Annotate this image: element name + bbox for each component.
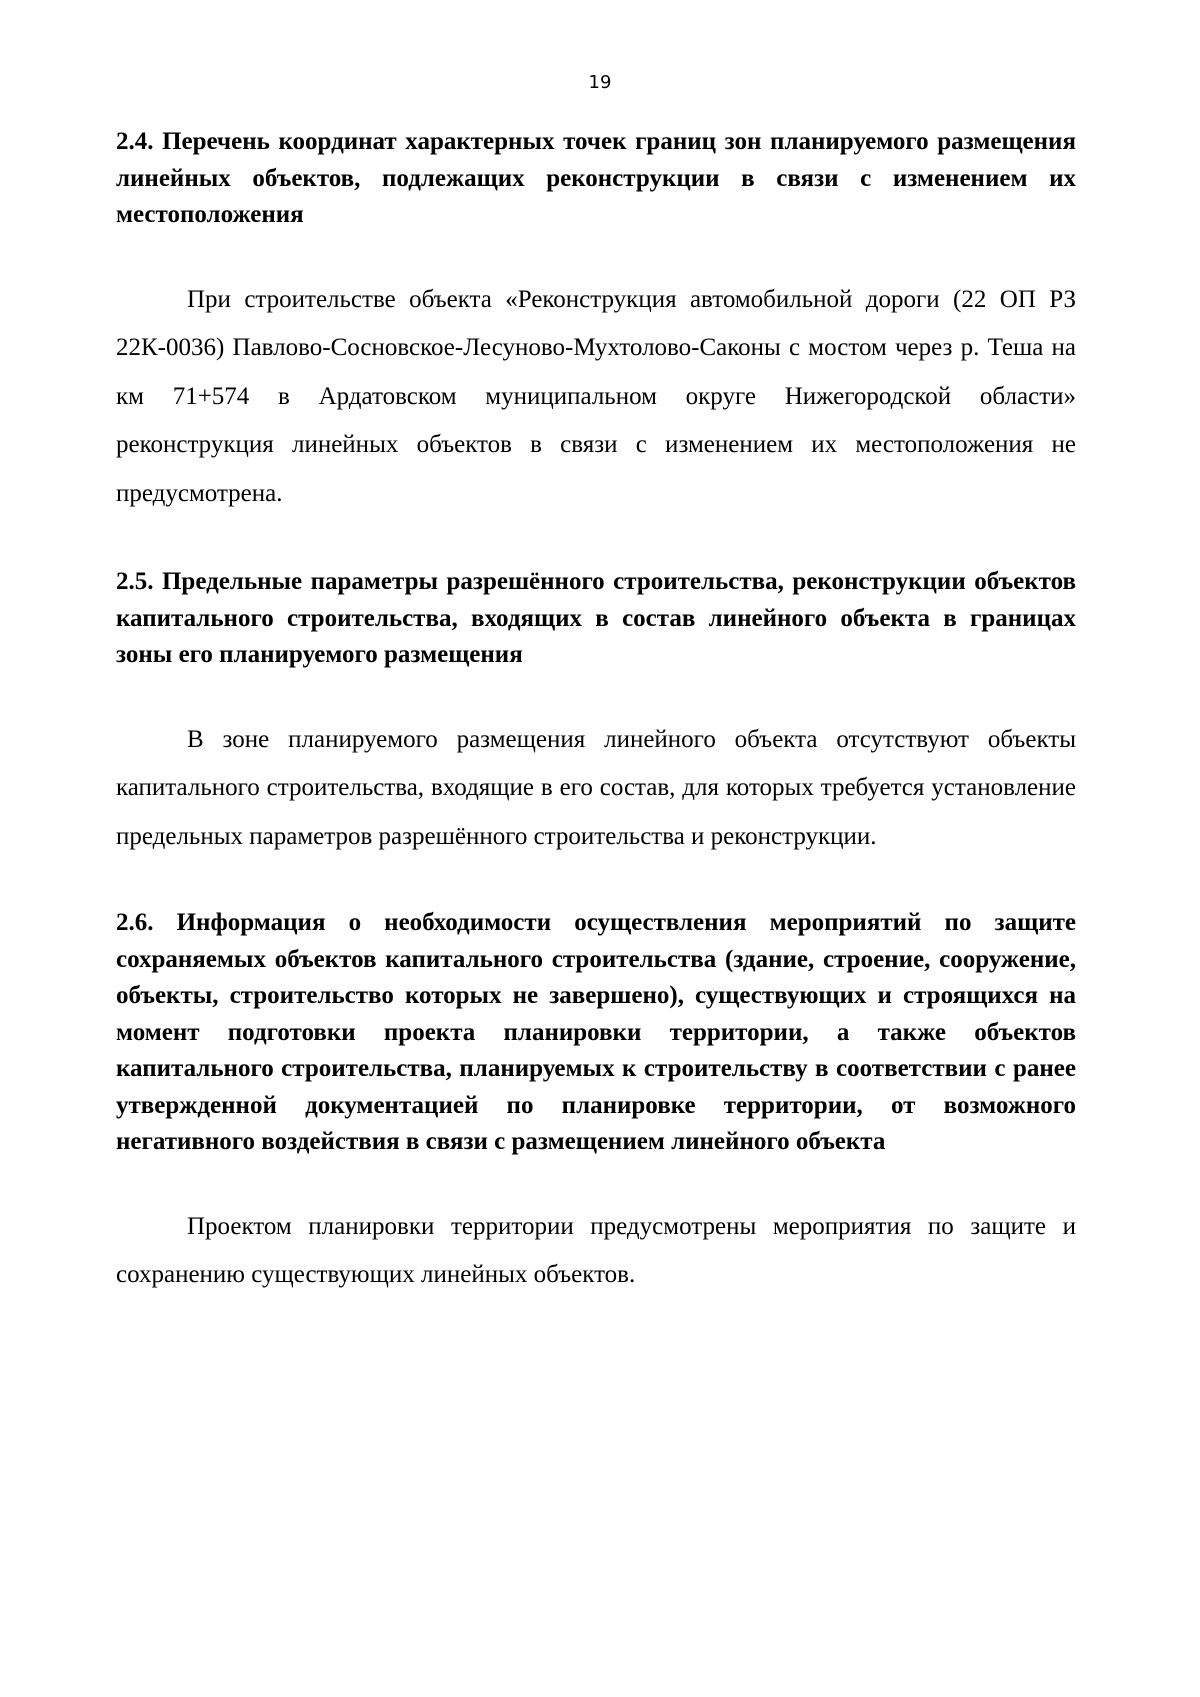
section-paragraph-2-6: Проектом планировки территории предусмотрены мероприятия по защите и сохранению существующих линейных объектов. (116, 1212, 1076, 1288)
page-content (116, 124, 1076, 1300)
section-heading-2-6: 2.6. Информация о необходимости осуществления мероприятий по защите сохраняемых объектов капитального строительства (здание, строение, сооружение, объекты, строительство которых не завершено), существующих и строящихся на момент подготовки проекта планировки территории, а также объектов капитального строительства, планируемых к строительству в соответствии с ранее утвержденной документацией по планировке территории, от возможного негативного воздействия в связи с размещением линейного объекта (116, 909, 1076, 1155)
section-heading-2-4: 2.4. Перечень координат характерных точек границ зон планируемого размещения линейных объектов, подлежащих реконструкции в связи с изменением их местоположения (116, 128, 1076, 228)
section-paragraph-2-4: При строительстве объекта «Реконструкция автомобильной дороги (22 ОП РЗ 22К-0036) Павлово-Сосновское-Лесуново-Мухтолово-Саконы с мостом через р. Теша на км 71+574 в Ардатовском муниципальном округе Нижегородской области» реконструкция линейных объектов в связи с изменением их местоположения не предусмотрена. (116, 285, 1076, 507)
page-number: 19 (588, 72, 612, 93)
section-paragraph-2-5: В зоне планируемого размещения линейного объекта отсутствуют объекты капитального строительства, входящие в его состав, для которых требуется установление предельных параметров разрешённого строительства и реконструкции. (116, 725, 1076, 850)
section-heading-2-5: 2.5. Предельные параметры разрешённого строительства, реконструкции объектов капитального строительства, входящих в состав линейного объекта в границах зоны его планируемого размещения (116, 568, 1076, 668)
